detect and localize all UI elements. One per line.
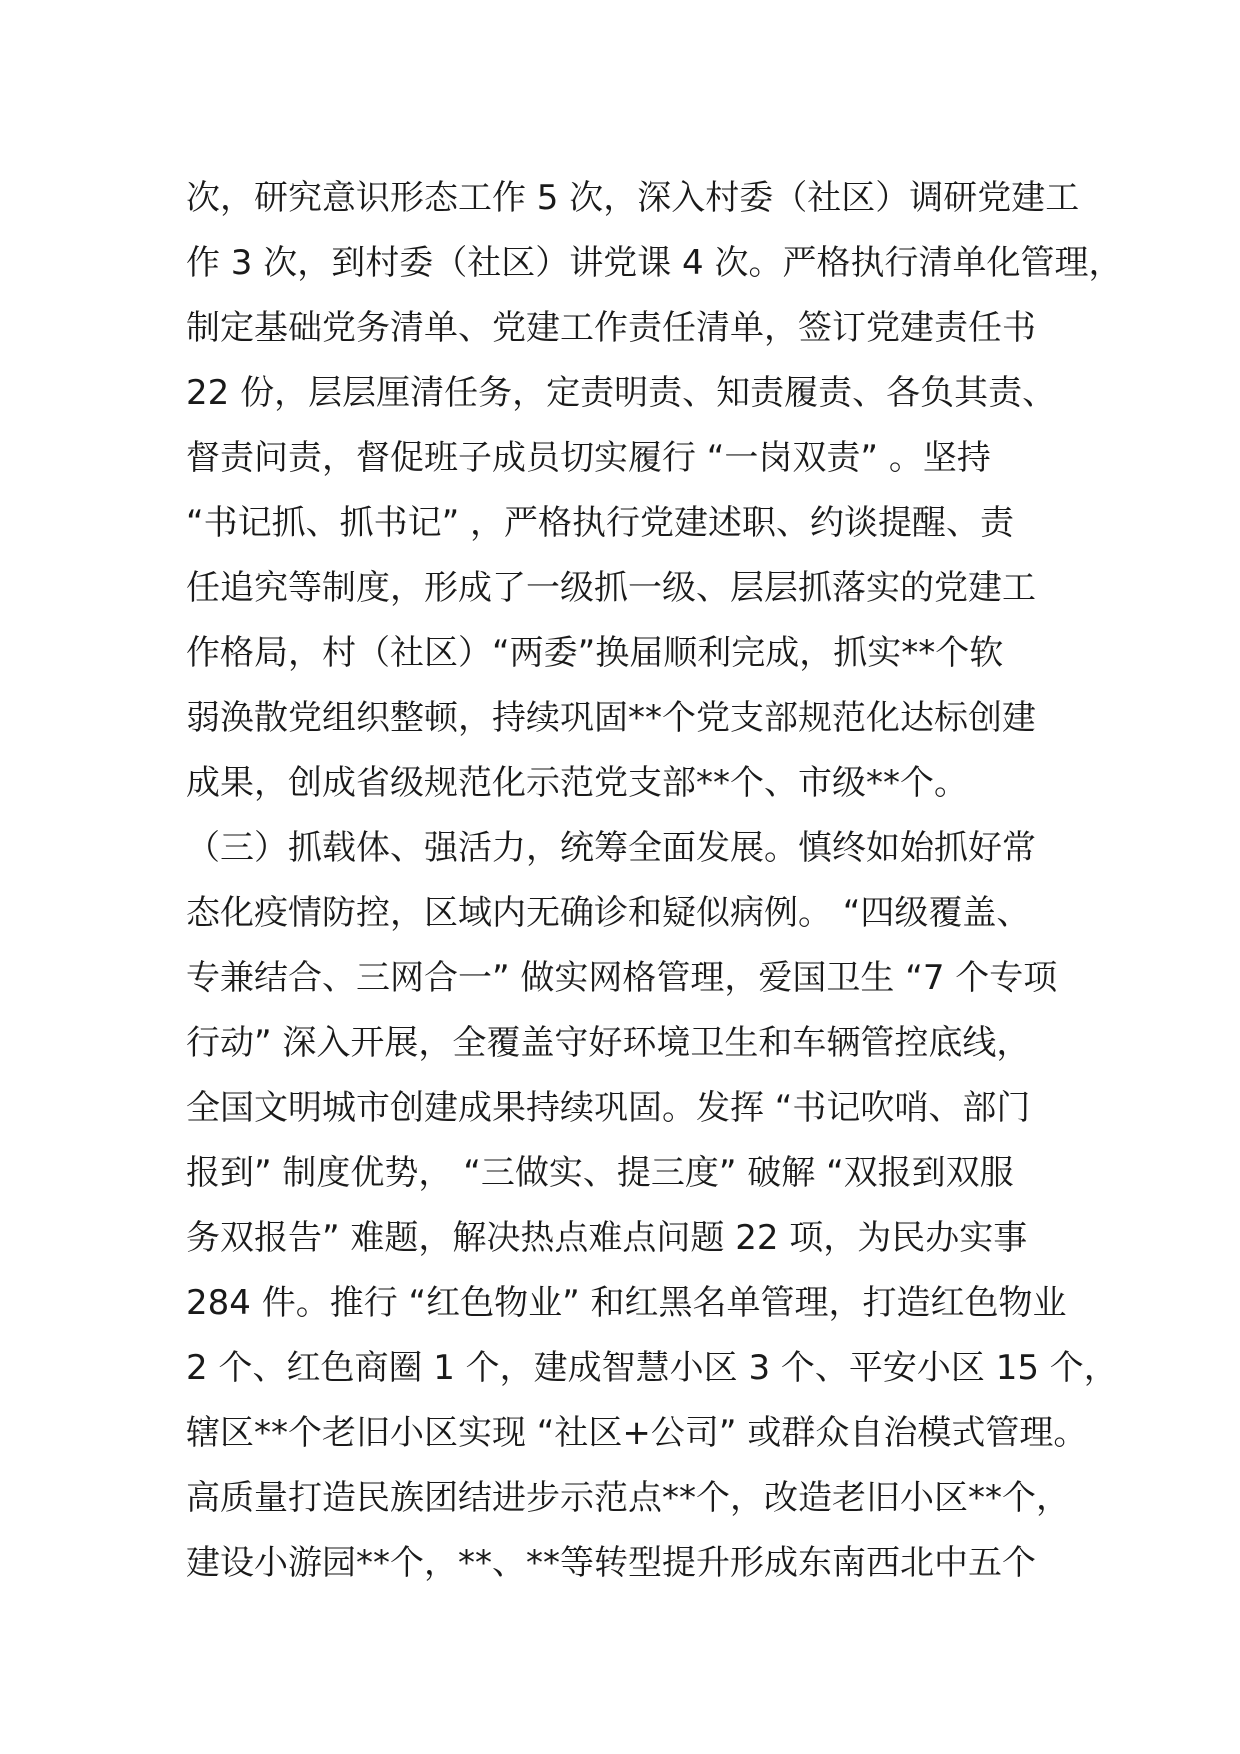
text-line: 督责问责，督促班子成员切实履行 “一岗双责” 。坚持 bbox=[186, 438, 991, 478]
text-line: 制定基础党务清单、党建工作责任清单，签订党建责任书 bbox=[186, 308, 1036, 348]
text-line: 态化疫情防控，区域内无确诊和疑似病例。 “四级覆盖、 bbox=[186, 893, 1031, 933]
section-heading-line: （三）抓载体、强活力，统筹全面发展。慎终如始抓好常 bbox=[186, 828, 1036, 868]
text-line: 专兼结合、三网合一” 做实网格管理，爱国卫生 “7 个专项 bbox=[186, 958, 1058, 998]
text-line: 成果，创成省级规范化示范党支部**个、市级**个。 bbox=[186, 763, 968, 803]
text-line: 任追究等制度，形成了一级抓一级、层层抓落实的党建工 bbox=[186, 568, 1036, 608]
text-line: 高质量打造民族团结进步示范点**个，改造老旧小区**个， bbox=[186, 1478, 1070, 1518]
text-line: 作格局，村（社区）“两委”换届顺利完成，抓实**个软 bbox=[186, 633, 1004, 673]
text-line: 284 件。推行 “红色物业” 和红黑名单管理，打造红色物业 bbox=[186, 1283, 1067, 1323]
text-line: 作 3 次，到村委（社区）讲党课 4 次。严格执行清单化管理， bbox=[186, 243, 1123, 283]
text-line: “书记抓、抓书记” ，严格执行党建述职、约谈提醒、责 bbox=[186, 503, 1015, 543]
text-line: 行动” 深入开展，全覆盖守好环境卫生和车辆管控底线， bbox=[186, 1023, 1031, 1063]
text-line: 2 个、红色商圈 1 个，建成智慧小区 3 个、平安小区 15 个， bbox=[186, 1348, 1118, 1388]
text-line: 务双报告” 难题，解决热点难点问题 22 项，为民办实事 bbox=[186, 1218, 1028, 1258]
body-text bbox=[186, 166, 1123, 1596]
text-line: 全国文明城市创建成果持续巩固。发挥 “书记吹哨、部门 bbox=[186, 1088, 1031, 1128]
text-line: 建设小游园**个，**、**等转型提升形成东南西北中五个 bbox=[186, 1543, 1036, 1583]
text-line: 次，研究意识形态工作 5 次，深入村委（社区）调研党建工 bbox=[186, 178, 1080, 218]
text-line: 报到” 制度优势， “三做实、提三度” 破解 “双报到双服 bbox=[186, 1153, 1014, 1193]
text-line: 辖区**个老旧小区实现 “社区+公司” 或群众自治模式管理。 bbox=[186, 1413, 1088, 1453]
text-line: 弱涣散党组织整顿，持续巩固**个党支部规范化达标创建 bbox=[186, 698, 1036, 738]
text-line: 22 份，层层厘清任务，定责明责、知责履责、各负其责、 bbox=[186, 373, 1057, 413]
